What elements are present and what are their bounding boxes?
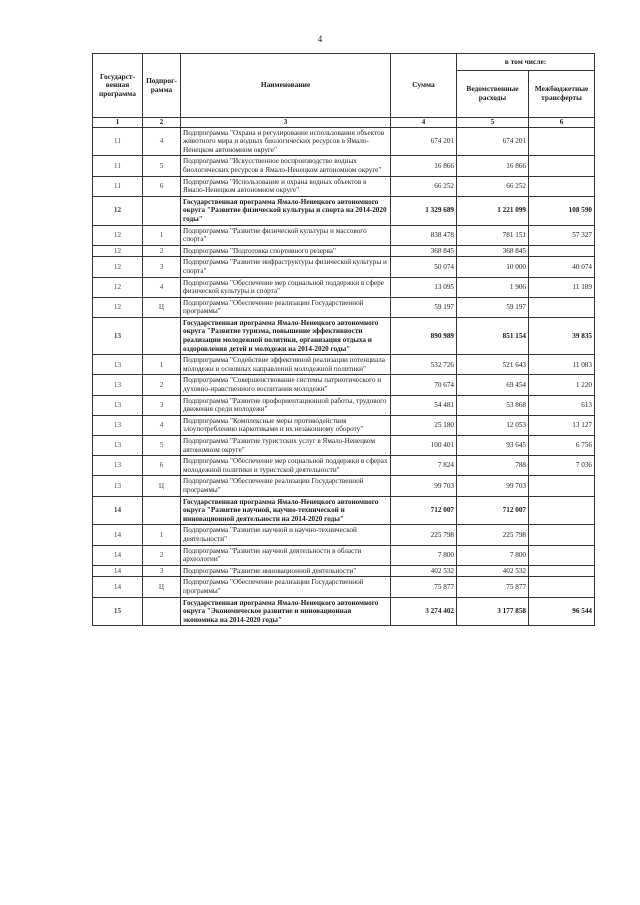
transfer-value — [529, 565, 595, 577]
table-row-program — [93, 317, 595, 354]
state-program-code: 15 — [93, 597, 143, 626]
program-name: Подпрограмма "Развитие научной и научно-технической деятельности" — [181, 525, 391, 545]
state-program-code: 13 — [93, 436, 143, 456]
sum-value: 7 824 — [391, 456, 457, 476]
program-name: Подпрограмма "Развитие научной деятельности в области археологии" — [181, 545, 391, 565]
program-name: Подпрограмма "Искусственное воспроизводство водных биологических ресурсов в Ямало-Ненецком автономном округе" — [181, 156, 391, 176]
subprogram-code — [143, 496, 181, 525]
departmental-value: 851 154 — [457, 317, 529, 354]
transfer-value: 7 036 — [529, 456, 595, 476]
transfer-value — [529, 577, 595, 597]
sum-value: 16 866 — [391, 156, 457, 176]
subprogram-code: 2 — [143, 545, 181, 565]
sum-value: 66 252 — [391, 176, 457, 196]
program-name: Подпрограмма "Обеспечение реализации Государственной программы" — [181, 476, 391, 496]
column-index-row — [93, 118, 595, 128]
header-departmental-expenses: Ведомственные расходы — [457, 71, 529, 118]
state-program-code: 13 — [93, 476, 143, 496]
table-row — [93, 277, 595, 297]
table-row — [93, 245, 595, 257]
subprogram-code: 3 — [143, 565, 181, 577]
state-program-code: 12 — [93, 277, 143, 297]
sum-value: 225 798 — [391, 525, 457, 545]
table-row — [93, 395, 595, 415]
sum-value: 712 007 — [391, 496, 457, 525]
table-row — [93, 415, 595, 435]
column-index: 5 — [457, 118, 529, 128]
header-name: Наименование — [181, 54, 391, 118]
subprogram-code: 5 — [143, 436, 181, 456]
subprogram-code: 3 — [143, 257, 181, 277]
subprogram-code — [143, 597, 181, 626]
page-number: 4 — [317, 34, 323, 44]
sum-value: 59 197 — [391, 297, 457, 317]
table-row — [93, 127, 595, 156]
table-row — [93, 375, 595, 395]
transfer-value — [529, 297, 595, 317]
table-row — [93, 577, 595, 597]
sum-value: 25 180 — [391, 415, 457, 435]
program-name: Государственная программа Ямало-Ненецкого автономного округа "Развитие научной, научно-технической и инновационной деятельности на 2014-2020 годы" — [181, 496, 391, 525]
sum-value: 50 074 — [391, 257, 457, 277]
subprogram-code: 3 — [143, 395, 181, 415]
subprogram-code — [143, 317, 181, 354]
departmental-value: 1 906 — [457, 277, 529, 297]
departmental-value: 93 645 — [457, 436, 529, 456]
state-program-code: 12 — [93, 297, 143, 317]
departmental-value: 69 454 — [457, 375, 529, 395]
sum-value: 70 674 — [391, 375, 457, 395]
sum-value: 890 989 — [391, 317, 457, 354]
sum-value: 99 703 — [391, 476, 457, 496]
subprogram-code: Ц — [143, 577, 181, 597]
header-state-program: Государст-венная программа — [93, 54, 143, 118]
state-program-code: 14 — [93, 525, 143, 545]
program-name: Подпрограмма "Обеспечение мер социальной поддержки в сфере физической культуры и спорта" — [181, 277, 391, 297]
program-name: Подпрограмма "Совершенствование системы патриотического и духовно-нравственного воспитания молодежи" — [181, 375, 391, 395]
transfer-value: 13 127 — [529, 415, 595, 435]
transfer-value: 6 756 — [529, 436, 595, 456]
transfer-value — [529, 525, 595, 545]
program-name: Подпрограмма "Развитие туристских услуг в Ямало-Ненецком автономном округе" — [181, 436, 391, 456]
transfer-value: 40 074 — [529, 257, 595, 277]
program-name: Подпрограмма "Охрана и регулирование использования объектов животного мира и водных биологических ресурсов в Ямало-Ненецком автономном округе" — [181, 127, 391, 156]
transfer-value: 11 083 — [529, 355, 595, 375]
program-name: Подпрограмма "Развитие инфраструктуры физической культуры и спорта" — [181, 257, 391, 277]
table-body — [93, 118, 595, 626]
program-name: Государственная программа Ямало-Ненецкого автономного округа "Развитие туризма, повышение эффективности реализации молодежной политики, организация отдыха и оздоровления детей и молодежи на 2014-2020 годы" — [181, 317, 391, 354]
column-index: 2 — [143, 118, 181, 128]
transfer-value — [529, 176, 595, 196]
table-row — [93, 156, 595, 176]
transfer-value: 613 — [529, 395, 595, 415]
table-row — [93, 525, 595, 545]
departmental-value: 1 221 099 — [457, 196, 529, 225]
departmental-value: 521 643 — [457, 355, 529, 375]
departmental-value: 12 053 — [457, 415, 529, 435]
departmental-value: 16 866 — [457, 156, 529, 176]
header-including: в том числе: — [457, 54, 595, 71]
transfer-value — [529, 127, 595, 156]
transfer-value: 57 327 — [529, 225, 595, 245]
sum-value: 674 201 — [391, 127, 457, 156]
program-name: Государственная программа Ямало-Ненецкого автономного округа "Экономическое развитие и инновационная экономика на 2014-2020 годы" — [181, 597, 391, 626]
header-subprogram: Подпрог-рамма — [143, 54, 181, 118]
header-sum: Сумма — [391, 54, 457, 118]
table-row — [93, 456, 595, 476]
transfer-value: 96 544 — [529, 597, 595, 626]
program-name: Подпрограмма "Развитие физической культуры и массового спорта" — [181, 225, 391, 245]
departmental-value: 712 007 — [457, 496, 529, 525]
state-program-code: 11 — [93, 127, 143, 156]
transfer-value: 39 835 — [529, 317, 595, 354]
subprogram-code: 5 — [143, 156, 181, 176]
sum-value: 13 095 — [391, 277, 457, 297]
transfer-value: 1 220 — [529, 375, 595, 395]
sum-value: 3 274 402 — [391, 597, 457, 626]
state-program-code: 14 — [93, 577, 143, 597]
subprogram-code — [143, 196, 181, 225]
state-program-code: 13 — [93, 317, 143, 354]
departmental-value: 53 868 — [457, 395, 529, 415]
table-row — [93, 436, 595, 456]
sum-value: 100 401 — [391, 436, 457, 456]
transfer-value — [529, 496, 595, 525]
departmental-value: 3 177 858 — [457, 597, 529, 626]
subprogram-code: 2 — [143, 375, 181, 395]
state-program-code: 11 — [93, 156, 143, 176]
departmental-value: 10 000 — [457, 257, 529, 277]
state-program-code: 11 — [93, 176, 143, 196]
program-name: Подпрограмма "Обеспечение мер социальной поддержки в сферах молодежной политики и туристской деятельности" — [181, 456, 391, 476]
state-program-code: 14 — [93, 565, 143, 577]
departmental-value: 781 151 — [457, 225, 529, 245]
subprogram-code: 4 — [143, 277, 181, 297]
transfer-value: 108 590 — [529, 196, 595, 225]
state-program-code: 13 — [93, 415, 143, 435]
subprogram-code: Ц — [143, 297, 181, 317]
state-program-code: 13 — [93, 375, 143, 395]
state-program-code: 13 — [93, 456, 143, 476]
table-row — [93, 225, 595, 245]
program-name: Подпрограмма "Подготовка спортивного резерва" — [181, 245, 391, 257]
table-row-program — [93, 597, 595, 626]
departmental-value: 368 845 — [457, 245, 529, 257]
subprogram-code: 6 — [143, 456, 181, 476]
sum-value: 532 726 — [391, 355, 457, 375]
transfer-value — [529, 476, 595, 496]
sum-value: 54 481 — [391, 395, 457, 415]
program-name: Подпрограмма "Использование и охрана водных объектов в Ямало-Ненецком автономном округе" — [181, 176, 391, 196]
state-program-code: 12 — [93, 196, 143, 225]
program-name: Подпрограмма "Развитие профориентационной работы, трудового движения среди молодежи" — [181, 395, 391, 415]
program-name: Подпрограмма "Комплексные меры противодействия злоупотреблению наркотиками и их незаконному обороту" — [181, 415, 391, 435]
sum-value: 7 800 — [391, 545, 457, 565]
subprogram-code: 1 — [143, 225, 181, 245]
departmental-value: 788 — [457, 456, 529, 476]
state-program-code: 12 — [93, 245, 143, 257]
table-row-program — [93, 496, 595, 525]
table-row — [93, 476, 595, 496]
subprogram-code: 6 — [143, 176, 181, 196]
departmental-value: 225 798 — [457, 525, 529, 545]
column-index: 4 — [391, 118, 457, 128]
subprogram-code: 4 — [143, 127, 181, 156]
transfer-value — [529, 545, 595, 565]
state-program-code: 12 — [93, 225, 143, 245]
departmental-value: 7 800 — [457, 545, 529, 565]
sum-value: 368 845 — [391, 245, 457, 257]
departmental-value: 59 197 — [457, 297, 529, 317]
departmental-value: 99 703 — [457, 476, 529, 496]
program-name: Подпрограмма "Обеспечение реализации Государственной программы" — [181, 297, 391, 317]
sum-value: 1 329 689 — [391, 196, 457, 225]
subprogram-code: 1 — [143, 355, 181, 375]
state-program-code: 14 — [93, 545, 143, 565]
transfer-value — [529, 245, 595, 257]
column-index: 1 — [93, 118, 143, 128]
sum-value: 402 532 — [391, 565, 457, 577]
departmental-value: 75 877 — [457, 577, 529, 597]
sum-value: 838 478 — [391, 225, 457, 245]
header-interbudget-transfers: Межбюджетные трансферты — [529, 71, 595, 118]
table-row — [93, 545, 595, 565]
departmental-value: 402 532 — [457, 565, 529, 577]
table-row — [93, 176, 595, 196]
table-row-program — [93, 196, 595, 225]
budget-table — [92, 53, 595, 626]
transfer-value: 11 189 — [529, 277, 595, 297]
program-name: Подпрограмма "Содействие эффективной реализации потенциала молодежи и основных направлений молодежной политики" — [181, 355, 391, 375]
column-index: 6 — [529, 118, 595, 128]
state-program-code: 13 — [93, 395, 143, 415]
state-program-code: 13 — [93, 355, 143, 375]
subprogram-code: 1 — [143, 525, 181, 545]
program-name: Подпрограмма "Обеспечение реализации Государственной программы" — [181, 577, 391, 597]
table-row — [93, 565, 595, 577]
column-index: 3 — [181, 118, 391, 128]
departmental-value: 674 201 — [457, 127, 529, 156]
subprogram-code: Ц — [143, 476, 181, 496]
table-row — [93, 355, 595, 375]
subprogram-code: 2 — [143, 245, 181, 257]
state-program-code: 14 — [93, 496, 143, 525]
sum-value: 75 877 — [391, 577, 457, 597]
program-name: Государственная программа Ямало-Ненецкого автономного округа "Развитие физической культуры и спорта на 2014-2020 годы" — [181, 196, 391, 225]
program-name: Подпрограмма "Развитие инновационной деятельности" — [181, 565, 391, 577]
state-program-code: 12 — [93, 257, 143, 277]
departmental-value: 66 252 — [457, 176, 529, 196]
table-row — [93, 257, 595, 277]
subprogram-code: 4 — [143, 415, 181, 435]
table-row — [93, 297, 595, 317]
transfer-value — [529, 156, 595, 176]
